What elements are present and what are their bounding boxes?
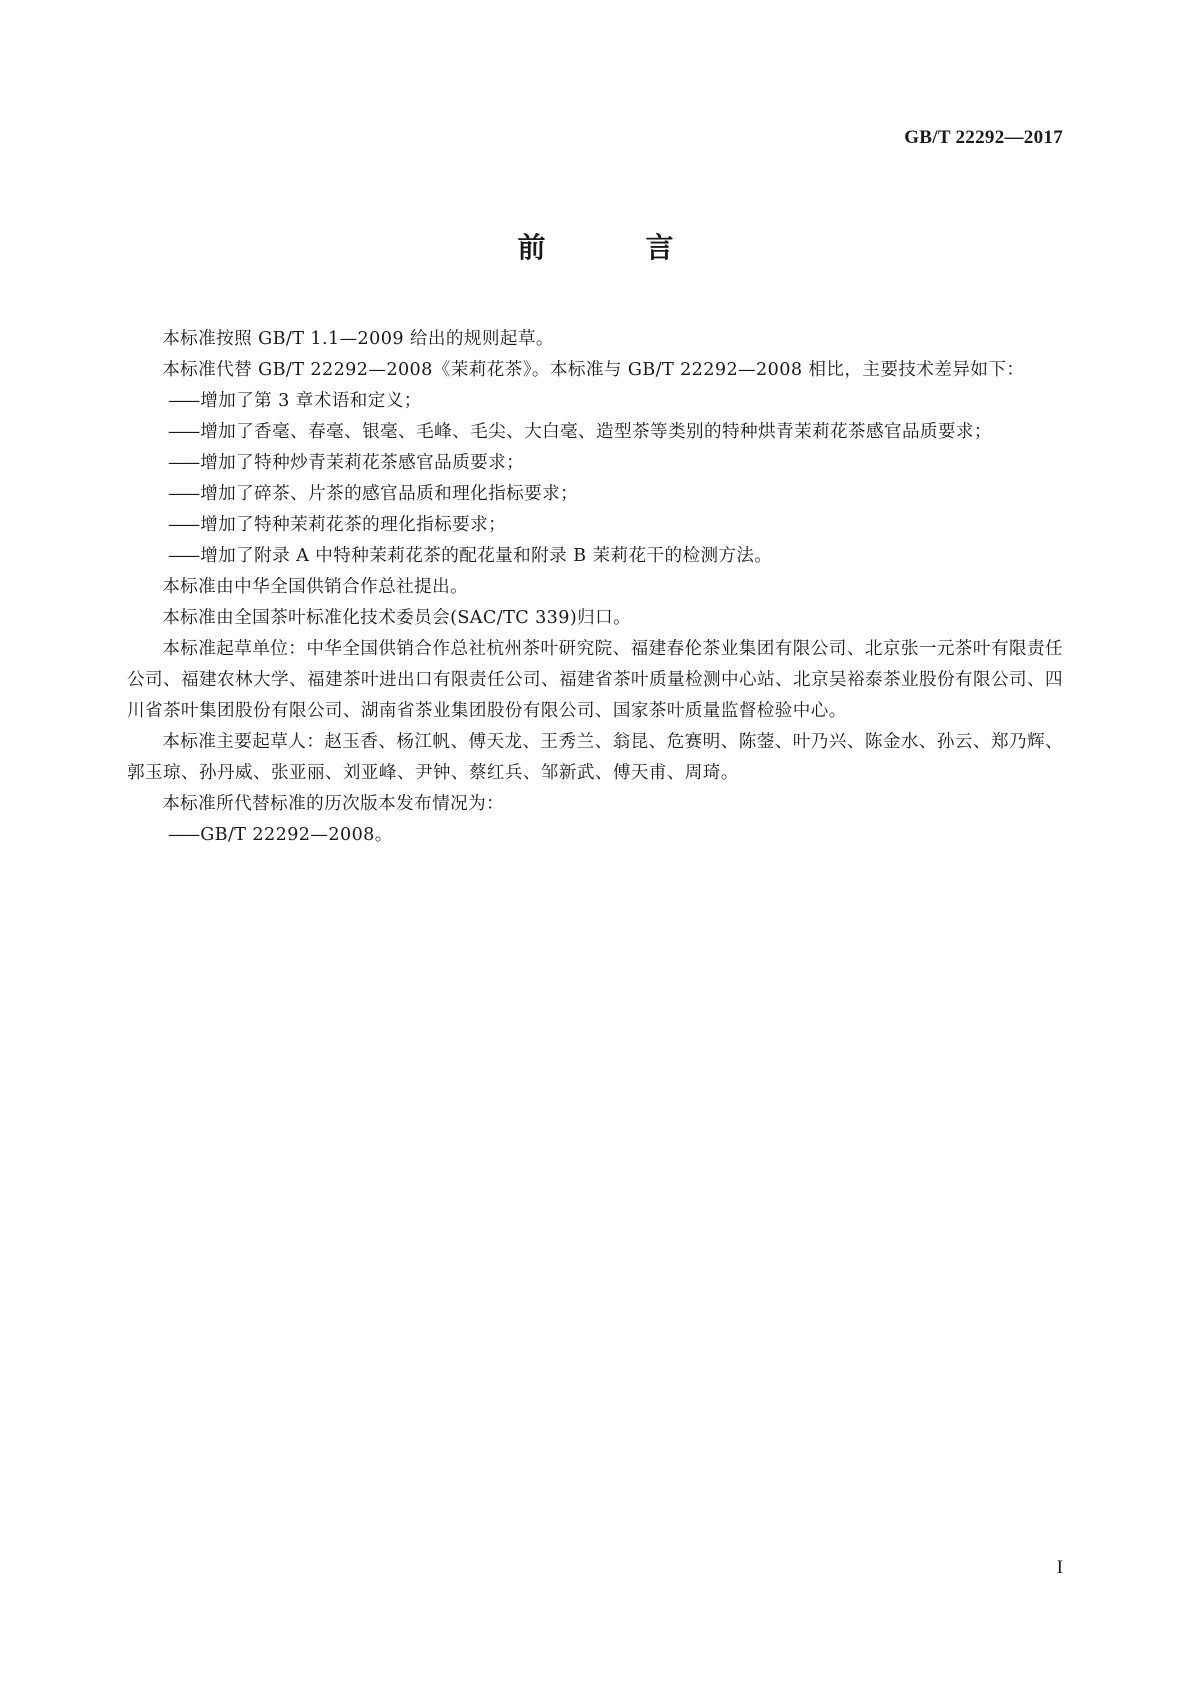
dash-marker: —— (168, 515, 198, 535)
version-item-text: GB/T 22292—2008。 (200, 825, 393, 845)
paragraph-text: 本标准由中华全国供销合作总社提出。 (162, 577, 469, 597)
dash-marker: —— (168, 546, 198, 566)
dash-marker: —— (168, 825, 198, 845)
paragraph-proposer (127, 572, 1063, 603)
paragraph-text: 本标准代替 GB/T 22292—2008《茉莉花茶》。本标准与 GB/T 22292—2008 相比，主要技术差异如下： (162, 360, 1025, 380)
dash-marker: —— (168, 484, 198, 504)
paragraph-replacement (127, 355, 1063, 386)
change-item (127, 541, 1063, 572)
paragraph-text: 本标准所代替标准的历次版本发布情况为： (162, 794, 505, 814)
standard-code: GB/T 22292—2017 (904, 127, 1063, 148)
version-item (127, 820, 1063, 851)
change-item-text: 增加了香毫、春毫、银毫、毛峰、毛尖、大白毫、造型茶等类别的特种烘青茉莉花茶感官品质要求； (200, 422, 992, 442)
page-title: 前 言 (517, 231, 710, 264)
change-item (127, 448, 1063, 479)
change-item (127, 417, 1063, 448)
paragraph-text: 本标准起草单位：中华全国供销合作总社杭州茶叶研究院、福建春伦茶业集团有限公司、北京张一元茶叶有限责任公司、福建农林大学、福建茶叶进出口有限责任公司、福建省茶叶质量检测中心站、北京吴裕泰茶业股份有限公司、四川省茶叶集团股份有限公司、湖南省茶业集团股份有限公司、国家茶叶质量监督检验中心。 (127, 639, 1063, 721)
page-number: I (1056, 1557, 1063, 1578)
change-item-text: 增加了附录 A 中特种茉莉花茶的配花量和附录 B 茉莉花干的检测方法。 (200, 546, 773, 566)
change-item (127, 510, 1063, 541)
foreword-body (127, 324, 1063, 851)
dash-marker: —— (168, 391, 198, 411)
paragraph-text: 本标准主要起草人：赵玉香、杨江帆、傅天龙、王秀兰、翁昆、危赛明、陈蓥、叶乃兴、陈金水、孙云、郑乃辉、郭玉琼、孙丹威、张亚丽、刘亚峰、尹钟、蔡红兵、邹新武、傅天甫、周琦。 (127, 732, 1063, 783)
change-item-text: 增加了特种炒青茉莉花茶感官品质要求； (200, 453, 525, 473)
change-item (127, 386, 1063, 417)
change-item-text: 增加了第 3 章术语和定义； (200, 391, 422, 411)
change-item-text: 增加了特种茉莉花茶的理化指标要求； (200, 515, 507, 535)
paragraph-drafting-rules (127, 324, 1063, 355)
change-item-text: 增加了碎茶、片茶的感官品质和理化指标要求； (200, 484, 579, 504)
paragraph-committee (127, 603, 1063, 634)
dash-marker: —— (168, 453, 198, 473)
paragraph-text: 本标准由全国茶叶标准化技术委员会(SAC/TC 339)归口。 (162, 608, 632, 628)
paragraph-drafting-units (127, 634, 1063, 727)
paragraph-version-history (127, 789, 1063, 820)
paragraph-text: 本标准按照 GB/T 1.1—2009 给出的规则起草。 (162, 329, 554, 349)
paragraph-drafters (127, 727, 1063, 789)
dash-marker: —— (168, 422, 198, 442)
change-item (127, 479, 1063, 510)
